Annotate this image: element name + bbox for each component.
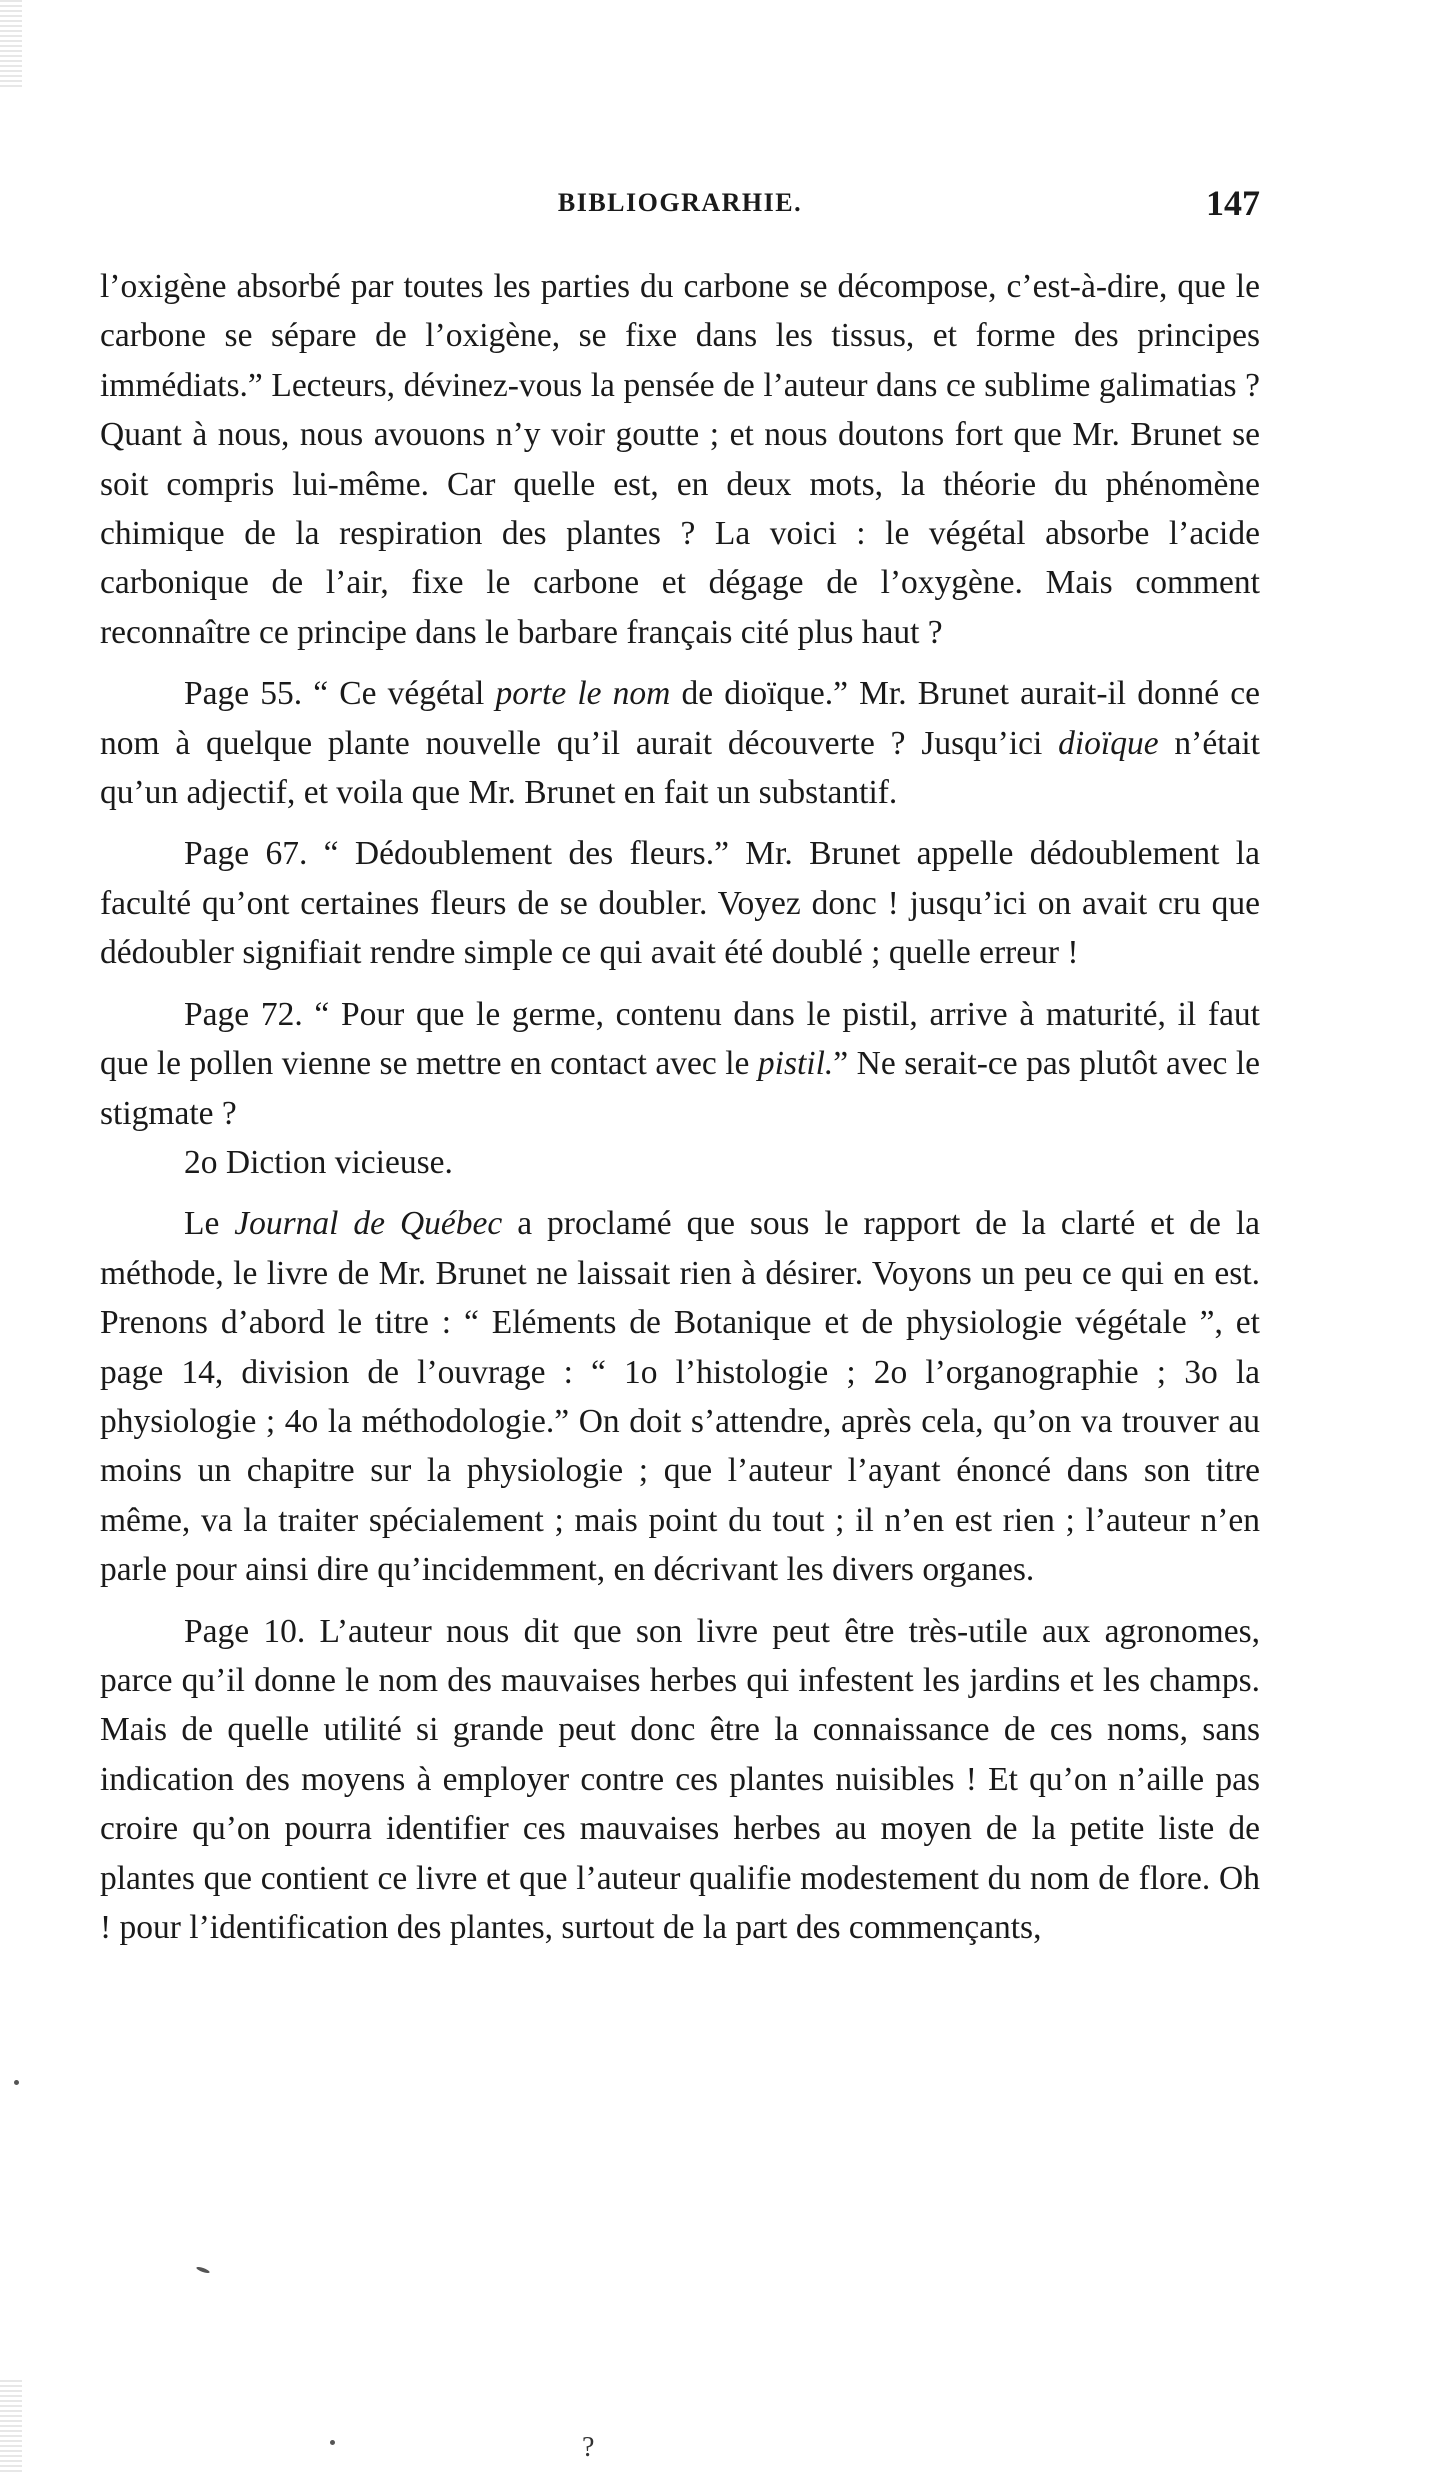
running-head <box>100 183 1260 232</box>
p2-text-c: de dioïque.” Mr. Brunet aurait-il donné ce nom à quelque plante nouvelle qu’il aurait découverte ? Jusqu’ici <box>100 675 1260 762</box>
p2-italic-dioique: dioïque <box>1058 724 1159 762</box>
paragraph-page-67: Page 67. “ Dédoublement des fleurs.” Mr. Brunet appelle dédoublement la faculté qu’ont certaines fleurs de se doubler. Voyez donc ! jusqu’ici on avait cru que dédoubler signifiait rendre simple ce qui avait été doublé ; quelle erreur ! <box>100 835 1260 972</box>
ink-speck <box>14 2080 19 2085</box>
running-title: BIBLIOGRARHIE. <box>557 188 803 217</box>
stray-mark: ? <box>582 2432 595 2463</box>
scan-edge-noise-bottom <box>0 2380 22 2472</box>
paragraph-page-10: Page 10. L’auteur nous dit que son livre peut être très-utile aux agronomes, parce qu’il donne le nom des mauvaises herbes qui infestent les jardins et les champs. Mais de quelle utilité si grande peut donc être la connaissance de ces noms, sans indication des moyens à employer contre ces plantes nuisibles ! Et qu’on n’aille pas croire qu’on pourra identifier ces mauvaises herbes au moyen de la petite liste de plantes que contient ce livre et que l’auteur qualifie modestement du nom de flore. Oh ! pour l’identification des plantes, surtout de la part des commençants, <box>100 1612 1260 1946</box>
paragraph-page-55 <box>100 669 1260 817</box>
p4-italic-pistil: pistil. <box>757 1045 834 1083</box>
ink-speck <box>330 2440 335 2445</box>
p6-italic-journal: Journal de Québec <box>234 1205 503 1243</box>
p6-text-a: Le <box>184 1205 235 1243</box>
ink-speck <box>196 2266 211 2275</box>
page-number: 147 <box>1206 183 1260 223</box>
body-text <box>100 262 1260 1952</box>
scan-edge-noise-top <box>0 0 22 90</box>
p6-text-c: a proclamé que sous le rapport de la clarté et de la méthode, le livre de Mr. Brunet ne laissait rien à désirer. Voyons un peu ce qui en est. Prenons d’abord le titre : “ Eléments de Botanique et de physiologie végétale ”, et page 14, division de l’ouvrage : “ 1o l’histologie ; 2o l’organographie ; 3o la physiologie ; 4o la méthodologie.” On doit s’attendre, après cela, qu’on va trouver au moins un chapitre sur la physiologie ; que l’auteur l’ayant énoncé dans son titre même, va la traiter spécialement ; mais point du tout ; il n’en est rien ; l’auteur n’en parle pour ainsi dire qu’incidemment, en décrivant les divers organes. <box>100 1205 1261 1589</box>
p2-text-e: n’était qu’un adjectif, et voila que Mr. Brunet en fait un substantif. <box>100 724 1260 812</box>
p2-italic-porte-le-nom: porte le nom <box>495 675 671 713</box>
p4-text-c: ” Ne serait-ce pas plutôt avec le stigmate ? <box>100 1045 1261 1132</box>
paragraph-page-72 <box>100 990 1260 1138</box>
paragraph-respiration: l’oxigène absorbé par toutes les parties du carbone se décompose, c’est-à-dire, que le carbone se sépare de l’oxigène, se fixe dans les tissus, et forme des principes immédiats.” Lecteurs, dévinez-vous la pensée de l’auteur dans ce sublime galimatias ? Quant à nous, nous avouons n’y voir goutte ; et nous doutons fort que Mr. Brunet se soit compris lui-même. Car quelle est, en deux mots, la théorie du phénomène chimique de la respiration des plantes ? La voici : le végétal absorbe l’acide carbonique de l’air, fixe le carbone et dégage de l’oxygène. Mais comment reconnaître ce principe dans le barbare français cité plus haut ? <box>100 268 1260 651</box>
section-heading-diction: 2o Diction vicieuse. <box>184 1143 453 1181</box>
p2-text-a: Page 55. “ Ce végétal <box>184 675 496 713</box>
paragraph-journal-de-quebec <box>100 1199 1260 1594</box>
p4-text-a: Page 72. “ Pour que le germe, contenu dans le pistil, arrive à maturité, il faut que le pollen vienne se mettre en contact avec le <box>100 995 1260 1083</box>
